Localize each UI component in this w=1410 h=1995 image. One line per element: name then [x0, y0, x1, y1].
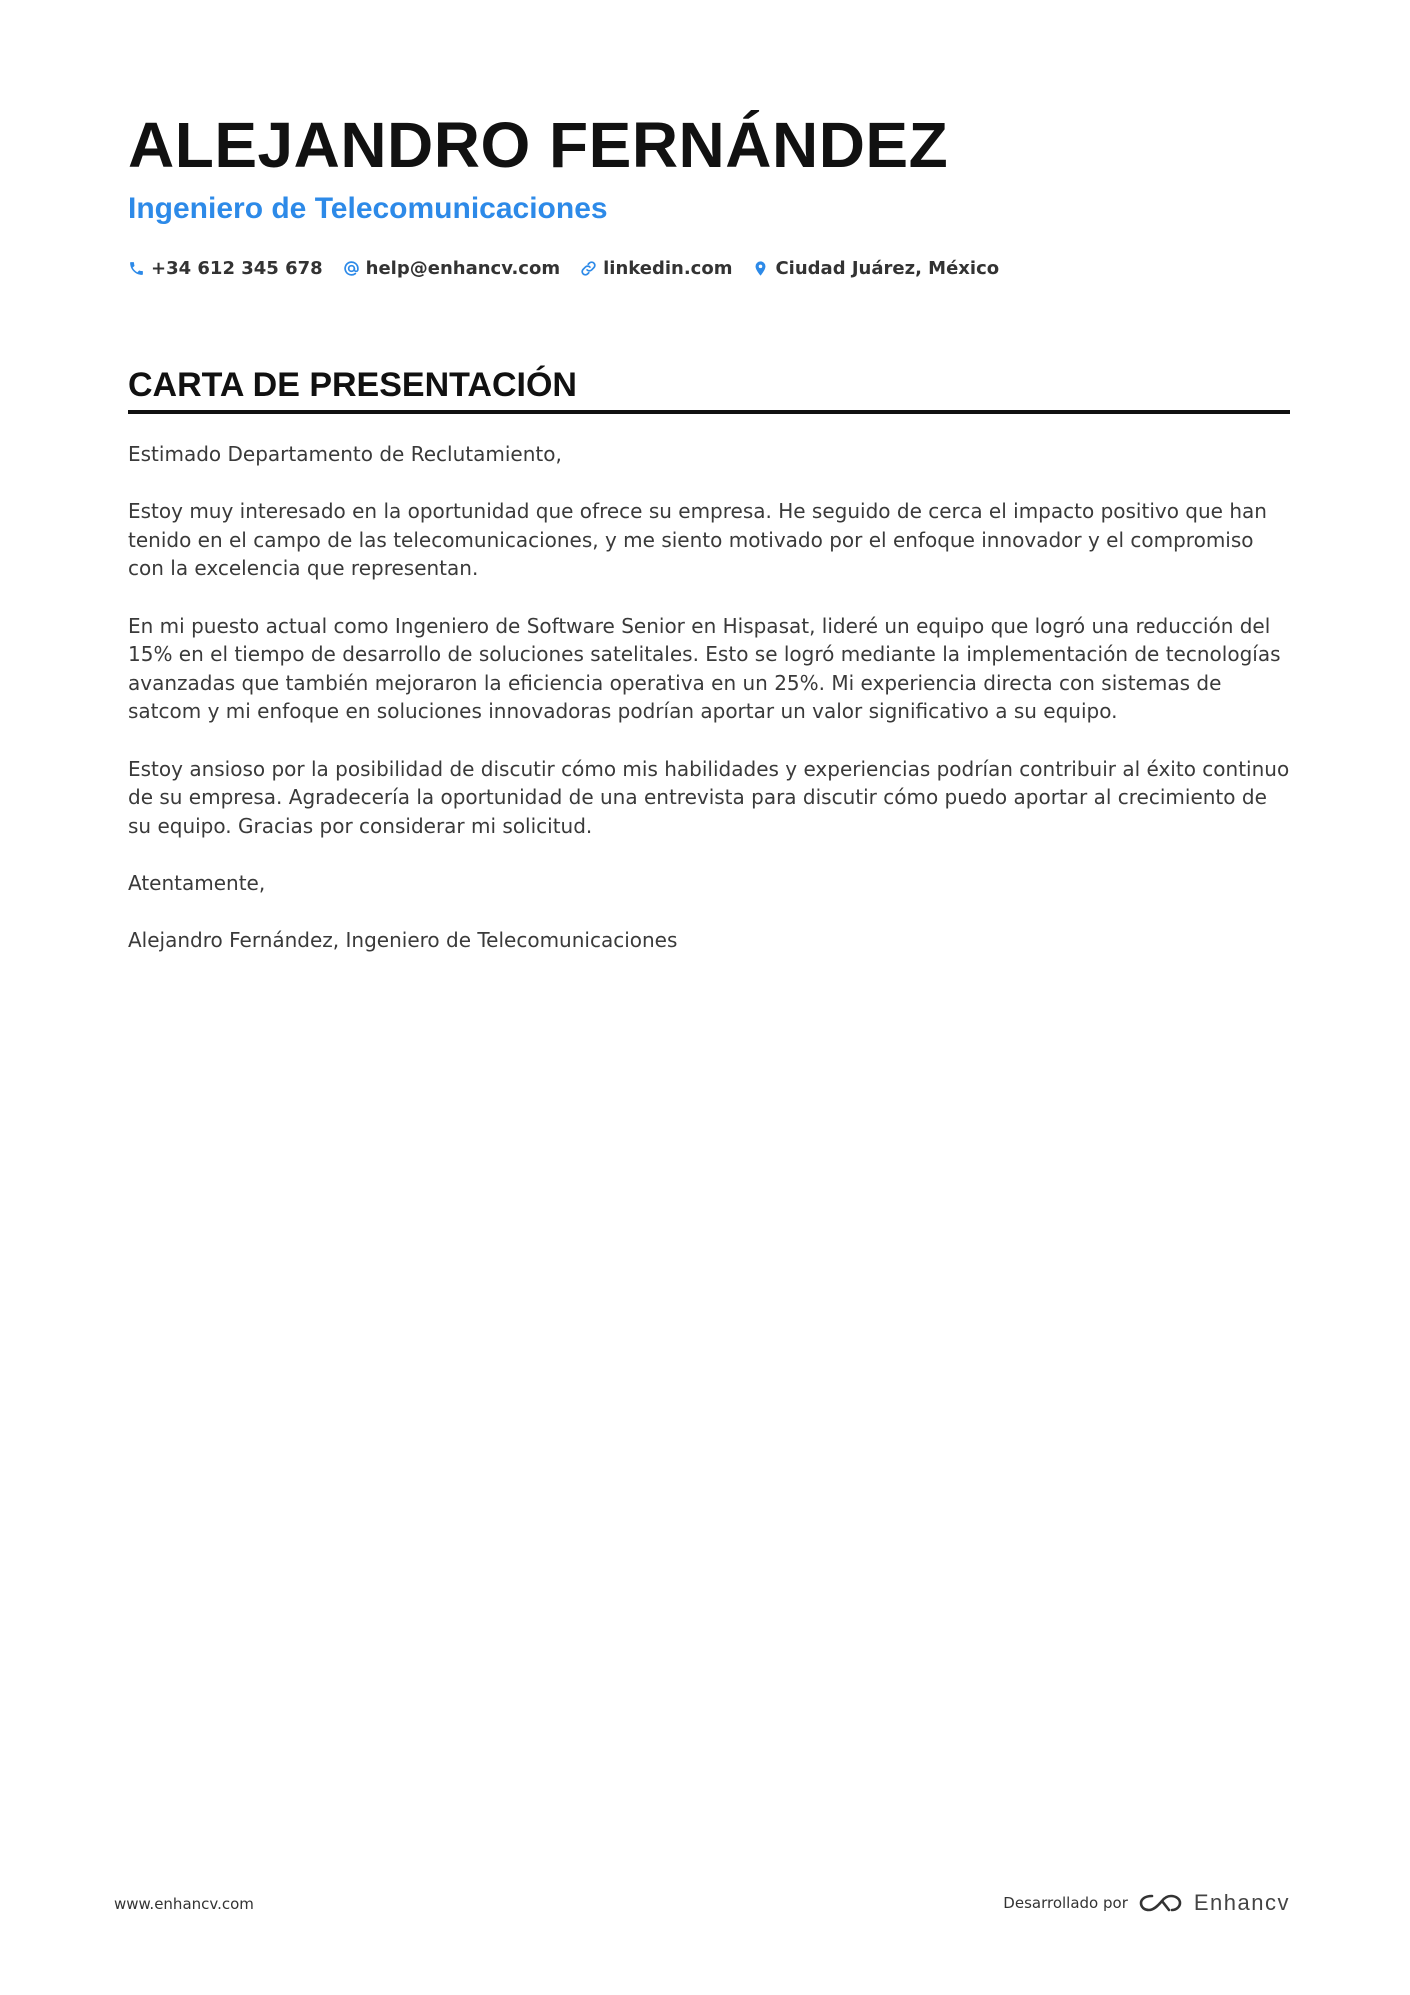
location-text: Ciudad Juárez, México — [775, 257, 1000, 279]
powered-by-label: Desarrollado por — [1003, 1894, 1128, 1912]
section-divider — [128, 410, 1290, 414]
link-icon — [580, 260, 597, 277]
contact-phone[interactable] — [128, 258, 323, 279]
contact-email[interactable] — [343, 258, 560, 279]
letter-paragraph: Estoy ansioso por la posibilidad de discutir cómo mis habilidades y experiencias podrían contribuir al éxito continuo de su empresa. Agradecería la oportunidad de una entrevista para discutir cómo puedo aportar al crecimiento de su equipo. Gracias por considerar mi solicitud. — [128, 756, 1290, 838]
enhancv-logo-icon — [1138, 1891, 1184, 1915]
letter-paragraph: Estoy muy interesado en la oportunidad que ofrece su empresa. He seguido de cerca el impacto positivo que han tenido en el campo de las telecomunicaciones, y me siento motivado por el enfoque innovador y el compromiso con la excelencia que representan. — [128, 499, 1267, 581]
phone-text: +34 612 345 678 — [151, 257, 323, 279]
linkedin-text: linkedin.com — [603, 257, 733, 279]
candidate-title: Ingeniero de Telecomunicaciones — [128, 192, 608, 225]
email-text: help@enhancv.com — [365, 257, 561, 279]
letter-greeting: Estimado Departamento de Reclutamiento, — [128, 442, 562, 466]
footer-brand[interactable] — [1003, 1890, 1290, 1916]
contact-linkedin[interactable] — [580, 258, 732, 279]
contact-location — [752, 258, 999, 279]
letter-closing: Atentamente, — [128, 870, 266, 895]
at-icon — [343, 260, 360, 277]
letter-body — [128, 440, 1293, 983]
footer-url[interactable]: www.enhancv.com — [114, 1895, 254, 1913]
candidate-name: ALEJANDRO FERNÁNDEZ — [128, 109, 949, 181]
location-pin-icon — [752, 260, 769, 277]
section-title: CARTA DE PRESENTACIÓN — [128, 366, 577, 404]
contact-bar — [128, 254, 999, 282]
brand-name: Enhancv — [1193, 1890, 1290, 1915]
letter-signature: Alejandro Fernández, Ingeniero de Telecomunicaciones — [128, 928, 678, 953]
letter-paragraph: En mi puesto actual como Ingeniero de Software Senior en Hispasat, lideré un equipo que logró una reducción del 15% en el tiempo de desarrollo de soluciones satelitales. Esto se logró mediante la implementación de tecnologías avanzadas que también mejoraron la eficiencia operativa en un 25%. Mi experiencia directa con sistemas de satcom y mi enfoque en soluciones innovadoras podrían aportar un valor significativo a su equipo. — [128, 613, 1281, 724]
phone-icon — [128, 260, 145, 277]
